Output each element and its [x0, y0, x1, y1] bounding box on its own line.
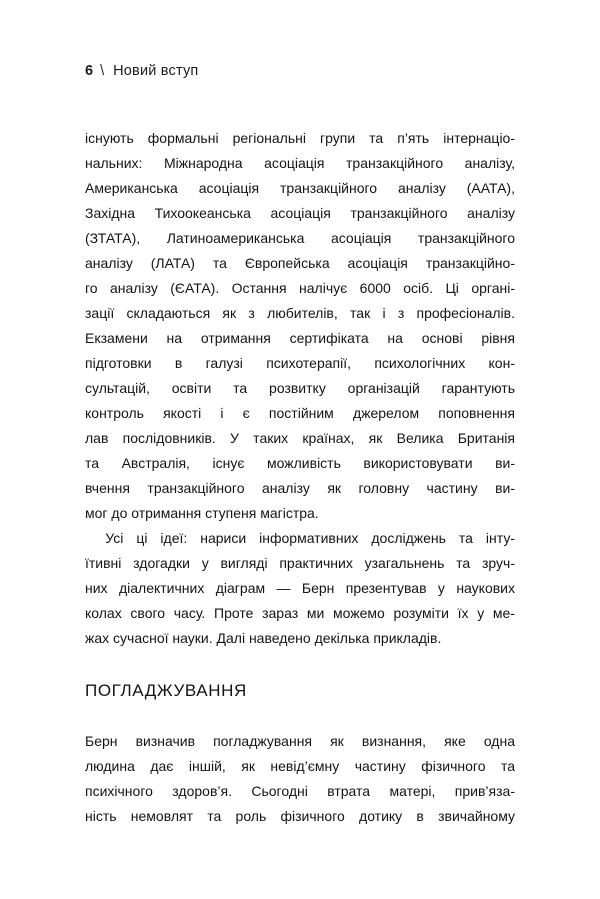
text-line: та Австралія, існує можливість використовувати ви- — [85, 455, 515, 471]
text-line: нальних: Міжнародна асоціація транзакційного аналізу, — [85, 155, 515, 171]
body-text — [85, 126, 515, 829]
text-line: колах свого часу. Проте зараз ми можемо розуміти їх у ме- — [85, 605, 515, 621]
running-header — [85, 62, 515, 80]
paragraph-strokes — [85, 729, 515, 829]
text-line: психічного здоров’я. Сьогодні втрата матері, прив’яза- — [85, 783, 515, 799]
text-line: Американська асоціація транзакційного аналізу (ААТА), — [85, 180, 515, 196]
text-line: жах сучасної науки. Далі наведено декілька прикладів. — [85, 630, 442, 646]
text-line: ність немовлят та роль фізичного дотику в звичайному — [85, 808, 515, 824]
running-title: Новий вступ — [113, 63, 199, 79]
text-line: їтивні здогадки у вигляді практичних узагальнень та зруч- — [85, 555, 515, 571]
paragraph-organizations — [85, 126, 515, 526]
paragraph-ideas — [85, 526, 515, 651]
text-line: людина дає іншій, як невід’ємну частину фізичного та — [85, 758, 515, 774]
text-line: мог до отримання ступеня магістра. — [85, 505, 319, 521]
text-line: аналізу (ЛАТА) та Європейська асоціація транзакційно- — [85, 255, 515, 271]
text-line: існують формальні регіональні групи та п’ять інтернаціо- — [85, 130, 515, 146]
text-line: Західна Тихоокеанська асоціація транзакційного аналізу — [85, 205, 515, 221]
page-number: 6 — [85, 63, 94, 79]
text-line: го аналізу (ЄАТА). Остання налічує 6000 осіб. Ці органі- — [85, 280, 515, 296]
text-line: вчення транзакційного аналізу як головну частину ви- — [85, 480, 515, 496]
text-line: підготовки в галузі психотерапії, психологічних кон- — [85, 355, 515, 371]
header-separator: \ — [100, 63, 105, 79]
text-line: зації складаються як з любителів, так і з професіоналів. — [85, 305, 515, 321]
text-line: контроль якості і є постійним джерелом поповнення — [85, 405, 515, 421]
text-line: Берн визначив погладжування як визнання, яке одна — [85, 733, 515, 749]
text-line: них діалектичних діаграм — Берн презентував у наукових — [85, 580, 515, 596]
text-line: (ЗТАТА), Латиноамериканська асоціація транзакційного — [85, 230, 515, 246]
text-line: сультацій, освіти та розвитку організацій гарантують — [85, 380, 515, 396]
text-line: Екзамени на отримання сертифіката на основі рівня — [85, 330, 515, 346]
section-heading: ПОГЛАДЖУВАННЯ — [85, 681, 247, 700]
text-line: Усі ці ідеї: нариси інформативних досліджень та інту- — [105, 530, 515, 546]
text-line: лав послідовників. У таких країнах, як Велика Британія — [85, 430, 515, 446]
